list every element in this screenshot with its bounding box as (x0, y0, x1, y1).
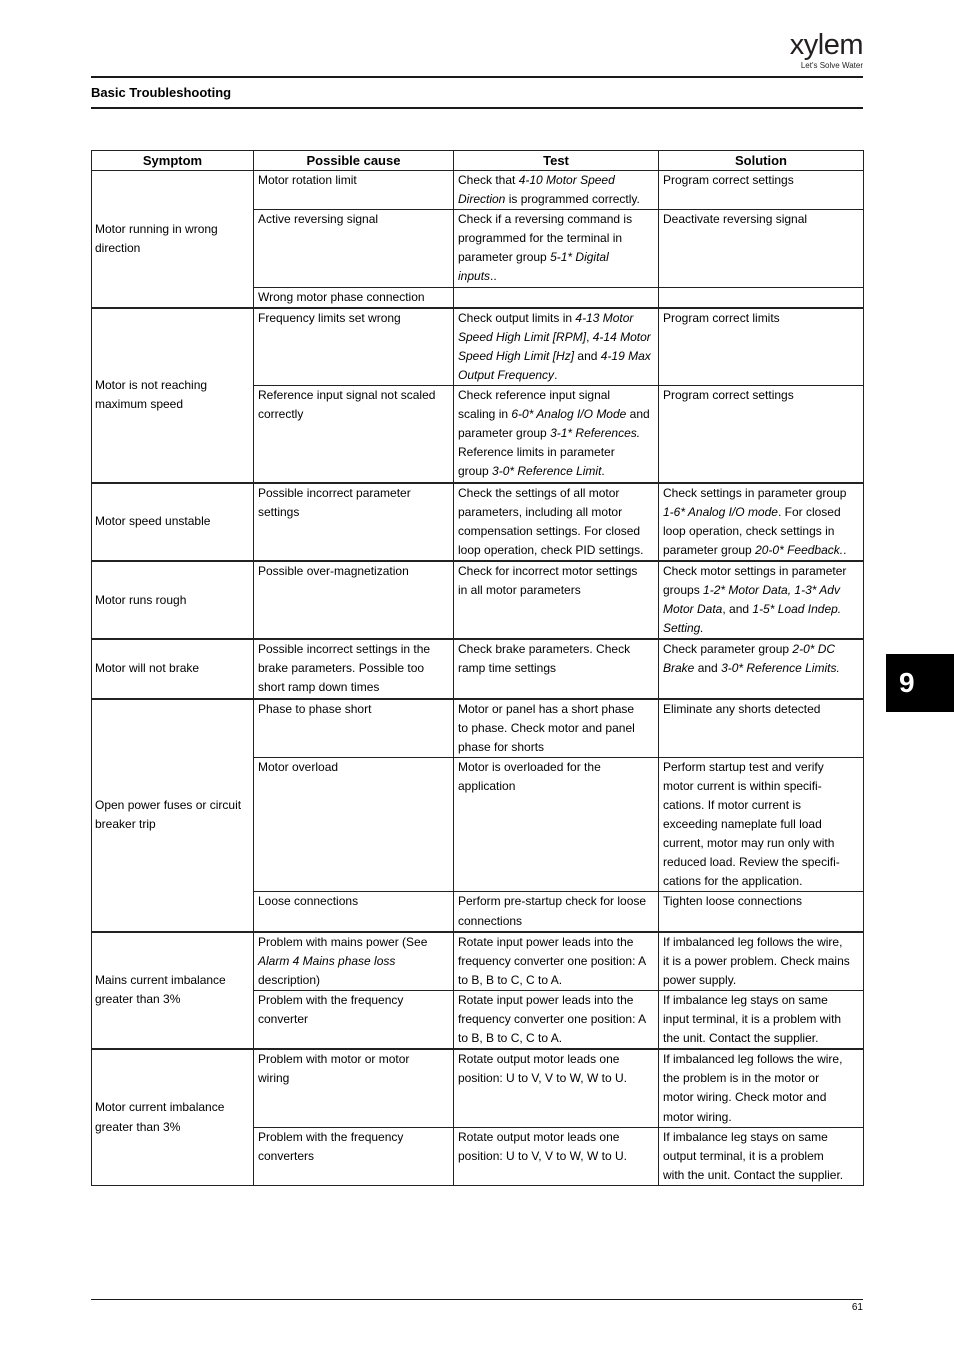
italic-reference: 4-19 Max Output Frequency (458, 348, 651, 382)
header-subrule (91, 107, 863, 109)
solution-cell (659, 561, 864, 639)
solution-cell (659, 287, 864, 308)
solution-cell (659, 990, 864, 1049)
cell-text: and (694, 661, 722, 676)
cell-text: description) (258, 972, 321, 987)
table-header (92, 151, 864, 171)
cell-text: Problem with mains power (See (258, 934, 428, 949)
cell-text: Check that (458, 173, 519, 187)
symptom-cell: Motor running in wrong direction (92, 171, 254, 308)
cause-cell (254, 171, 454, 210)
table-row (92, 1049, 864, 1127)
cause-cell (254, 892, 454, 932)
cell-text: Rotate input power leads into the frequency converter one position: A to B, B to C, C to A. (458, 934, 647, 987)
cell-text: Rotate output motor leads one position: U to V, V to W, W to U. (458, 1052, 627, 1086)
cell-text: Program correct settings (663, 173, 794, 187)
test-cell (454, 990, 659, 1049)
cell-text: Check settings in parameter group (663, 485, 847, 500)
cell-text: Perform pre-startup check for loose connections (458, 894, 647, 928)
cause-cell (254, 287, 454, 308)
italic-reference: 1-2* Motor Data, 1-3* Adv Motor Data (663, 582, 840, 617)
test-cell (454, 308, 659, 386)
brand-tagline: Let's Solve Water (800, 61, 863, 70)
cell-text: Check reference input signal scaling in (458, 388, 611, 422)
solution-cell (659, 932, 864, 991)
cell-text: . For closed loop operation, check settings in parameter group (663, 504, 841, 557)
cell-text: Motor is overloaded for the application (458, 759, 601, 793)
cell-text: Eliminate any shorts detected (663, 701, 821, 716)
column-header-possible-cause: Possible cause (254, 151, 454, 171)
table-row (92, 483, 864, 561)
symptom-cell: Motor is not reaching maximum speed (92, 308, 254, 483)
cause-cell (254, 386, 454, 483)
cause-cell (254, 308, 454, 386)
cause-cell (254, 639, 454, 698)
solution-cell (659, 210, 864, 287)
symptom-cell: Motor runs rough (92, 561, 254, 639)
italic-reference: 1-6* Analog I/O mode (663, 504, 778, 519)
cell-text: Active reversing signal (258, 212, 379, 227)
cell-text: If imbalance leg stays on same input terminal, it is a problem with the unit. Contact the supplier. (663, 992, 842, 1046)
table-row (92, 561, 864, 639)
italic-reference: 20-0* Feedback. (755, 542, 844, 557)
cell-text: and (574, 348, 601, 363)
test-cell (454, 757, 659, 892)
italic-reference: 4-13 Motor Speed High Limit [RPM] (458, 310, 634, 344)
cell-text: Deactivate reversing signal (663, 212, 808, 227)
solution-cell (659, 308, 864, 386)
cell-text: Reference limits in parameter group (458, 445, 615, 479)
cause-cell (254, 1127, 454, 1185)
cell-text: . (601, 464, 605, 479)
test-cell (454, 639, 659, 698)
cell-text: , and (722, 602, 753, 617)
cell-text: . (554, 367, 558, 382)
cell-text: Frequency limits set wrong (258, 310, 401, 325)
italic-reference: 4-10 Motor Speed Direction (458, 173, 615, 207)
cell-text: is programmed correctly. (505, 192, 640, 207)
cell-text: Check output limits in (458, 310, 576, 325)
symptom-cell: Motor current imbalance greater than 3% (92, 1049, 254, 1185)
table-header-row (92, 151, 864, 171)
cell-text: Possible incorrect parameter settings (258, 485, 411, 519)
test-cell (454, 699, 659, 758)
symptom-cell: Motor will not brake (92, 639, 254, 698)
cell-text: Check the settings of all motor parameters, including all motor compensation settings. For closed loop operation, check PID settings. (458, 485, 644, 557)
cell-text: Program correct limits (663, 310, 780, 325)
page-number: 61 (851, 1302, 863, 1313)
cell-text: Motor overload (258, 759, 339, 774)
cell-text: Program correct settings (663, 388, 794, 403)
cell-text: Tighten loose connections (663, 894, 802, 909)
solution-cell (659, 757, 864, 892)
table-row (92, 639, 864, 698)
italic-reference: 3-1* References. (550, 426, 641, 441)
chapter-tab: 9 (886, 654, 954, 712)
cell-text: Rotate output motor leads one position: U to V, V to W, W to U. (458, 1129, 627, 1163)
section-title: Basic Troubleshooting (91, 85, 232, 100)
cell-text: Possible incorrect settings in the brake parameters. Possible too short ramp down times (258, 642, 431, 695)
cell-text: Wrong motor phase connection (258, 289, 425, 304)
cell-text: Motor or panel has a short phase to phase. Check motor and panel phase for shorts (458, 701, 635, 754)
cell-text: . (843, 542, 847, 557)
table-row (92, 308, 864, 386)
solution-cell (659, 483, 864, 561)
test-cell (454, 483, 659, 561)
xylem-logo (790, 31, 863, 70)
cause-cell (254, 483, 454, 561)
cell-text: Check for incorrect motor settings in all motor parameters (458, 563, 638, 597)
cell-text: Check if a reversing command is programmed for the terminal in parameter group (458, 212, 633, 265)
cell-text: Problem with the frequency converter (258, 992, 404, 1027)
test-cell (454, 287, 659, 308)
italic-reference: 2-0* DC Brake (663, 642, 836, 676)
cell-text: Check motor settings in parameter groups (663, 563, 847, 597)
cause-cell (254, 210, 454, 287)
cell-text: Loose connections (258, 894, 359, 909)
cause-cell (254, 757, 454, 892)
cell-text: , (586, 329, 593, 344)
cell-text: Motor rotation limit (258, 173, 357, 187)
cell-text: Reference input signal not scaled correctly (258, 388, 436, 422)
cell-text: If imbalanced leg follows the wire, the problem is in the motor or motor wiring. Check motor and motor wiring. (663, 1052, 843, 1124)
table-row (92, 932, 864, 991)
cause-cell (254, 1049, 454, 1127)
italic-reference: 3-0* Reference Limits. (721, 661, 840, 676)
solution-cell (659, 699, 864, 758)
column-header-test: Test (454, 151, 659, 171)
cell-text: Perform startup test and verify motor current is within specifi- cations. If motor current is exceeding nameplate full load current, motor may run only with reduced load. Review the specifi- cations for the application. (663, 759, 840, 889)
cause-cell (254, 932, 454, 991)
cell-text: Check parameter group (663, 642, 793, 657)
symptom-cell: Motor speed unstable (92, 483, 254, 561)
cause-cell (254, 561, 454, 639)
footer-rule (91, 1299, 863, 1300)
table-row (92, 171, 864, 210)
italic-reference: 4-14 Motor Speed High Limit [Hz] (458, 329, 651, 363)
table-row (92, 699, 864, 758)
cell-text: Check brake parameters. Check ramp time settings (458, 642, 631, 676)
troubleshooting-table (91, 150, 864, 1186)
test-cell (454, 1127, 659, 1185)
cause-cell (254, 699, 454, 758)
italic-reference: Alarm 4 Mains phase loss (258, 953, 396, 968)
italic-reference: 6-0* Analog I/O Mode (511, 407, 627, 422)
cell-text: Rotate input power leads into the frequency converter one position: A to B, B to C, C to A. (458, 992, 647, 1046)
symptom-cell: Open power fuses or circuit breaker trip (92, 699, 254, 932)
test-cell (454, 1049, 659, 1127)
test-cell (454, 171, 659, 210)
test-cell (454, 932, 659, 991)
solution-cell (659, 892, 864, 932)
cell-text: Problem with the frequency converters (258, 1129, 404, 1163)
brand-wordmark: xylem (789, 29, 863, 61)
test-cell (454, 210, 659, 287)
cell-text: Problem with motor or motor wiring (258, 1052, 410, 1086)
header-rule (91, 76, 863, 78)
column-header-solution: Solution (659, 151, 864, 171)
symptom-cell: Mains current imbalance greater than 3% (92, 932, 254, 1050)
cause-cell (254, 990, 454, 1049)
cell-text: .. (490, 269, 497, 284)
test-cell (454, 386, 659, 483)
cell-text: If imbalanced leg follows the wire, it is a power problem. Check mains power supply. (663, 934, 850, 987)
cell-text: and parameter group (458, 407, 650, 441)
column-header-symptom: Symptom (92, 151, 254, 171)
italic-reference: 1-5* Load Indep. Setting. (663, 602, 842, 636)
cell-text: Phase to phase short (258, 701, 372, 716)
solution-cell (659, 1127, 864, 1185)
test-cell (454, 892, 659, 932)
table-body (92, 171, 864, 1186)
italic-reference: 3-0* Reference Limit (492, 464, 602, 479)
solution-cell (659, 1049, 864, 1127)
solution-cell (659, 171, 864, 210)
cell-text: If imbalance leg stays on same output terminal, it is a problem with the unit. Contact the supplier. (663, 1129, 844, 1182)
cell-text: Possible over-magnetization (258, 563, 409, 578)
italic-reference: 5-1* Digital inputs (458, 250, 609, 284)
solution-cell (659, 639, 864, 698)
test-cell (454, 561, 659, 639)
solution-cell (659, 386, 864, 483)
